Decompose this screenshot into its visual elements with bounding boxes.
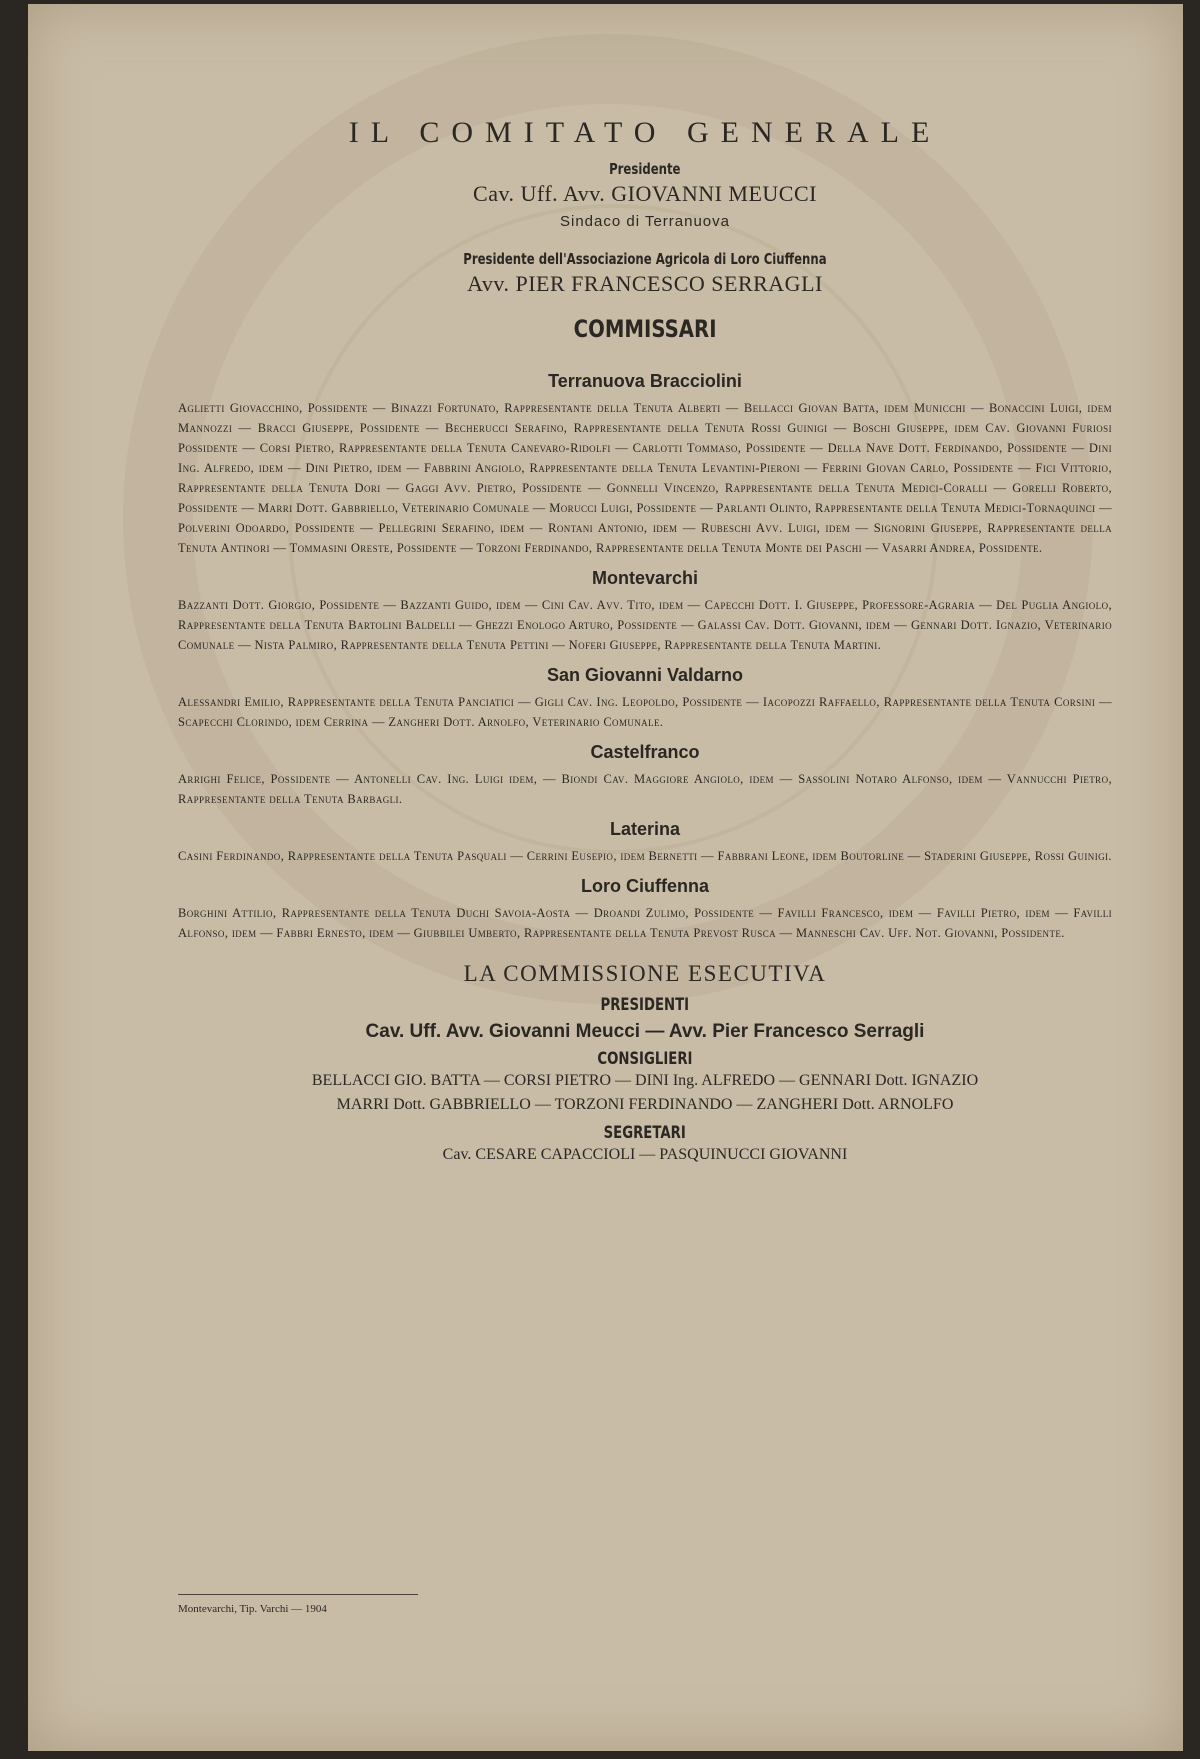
councillors-line-1: BELLACCI GIO. BATTA — CORSI PIETRO — DINI Ing. ALFREDO — GENNARI Dott. IGNAZIO (311, 1072, 979, 1089)
printer-imprint: Montevarchi, Tip. Varchi — 1904 (178, 1603, 327, 1615)
secretaries-names: Cav. CESARE CAPACCIOLI — PASQUINUCCI GIOVANNI (442, 1146, 848, 1163)
councillors-label: CONSIGLIERI (597, 1049, 693, 1069)
secretaries-label: SEGRETARI (603, 1123, 687, 1143)
area-section (178, 876, 1112, 943)
executive-committee-title: LA COMMISSIONE ESECUTIVA (463, 961, 827, 986)
president-role: Sindaco di Terranuova (560, 213, 730, 230)
area-section (178, 371, 1112, 558)
area-section (178, 568, 1112, 655)
councillors-line-2: MARRI Dott. GABBRIELLO — TORZONI FERDINANDO — ZANGHERI Dott. ARNOLFO (336, 1096, 954, 1113)
document-content (178, 116, 1112, 1167)
area-members: Bazzanti Dott. Giorgio, Possidente — Bazzanti Guido, idem — Cini Cav. Avv. Tito, idem — Capecchi Dott. I. Giuseppe, Professore-Agraria — Del Puglia Angiolo, Rappresentante della Tenuta Bartolini Baldelli — Ghezzi Enologo Arturo, Possidente — Galassi Cav. Dott. Giovanni, idem — Gennari Dott. Ignazio, Veterinario Comunale — Nista Palmiro, Rappresentante della Tenuta Pettini — Noferi Giuseppe, Rappresentante della Tenuta Martini. (178, 598, 1112, 652)
document-page (28, 4, 1183, 1751)
area-title: Loro Ciuffenna (581, 876, 709, 896)
presidents-label: PRESIDENTI (600, 995, 690, 1015)
area-title: Montevarchi (591, 568, 699, 588)
president-label: Presidente (609, 160, 681, 178)
area-members: Casini Ferdinando, Rappresentante della Tenuta Pasquali — Cerrini Eusepio, idem Bernetti — Fabbrani Leone, idem Boutorline — Staderini Giuseppe, Rossi Guinigi. (178, 849, 1112, 863)
area-title: Terranuova Bracciolini (548, 371, 742, 391)
area-title: Laterina (609, 819, 681, 839)
area-section (178, 742, 1112, 809)
area-members: Alessandri Emilio, Rappresentante della Tenuta Panciatici — Gigli Cav. Ing. Leopoldo, Possidente — Iacopozzi Raffaello, Rappresentante della Tenuta Corsini — Scapecchi Clorindo, idem Cerrina — Zangheri Dott. Arnolfo, Veterinario Comunale. (178, 695, 1112, 729)
area-section (178, 665, 1112, 732)
association-president-label: Presidente dell'Associazione Agricola di Loro Ciuffenna (463, 250, 827, 268)
commissari-heading: COMMISSARI (573, 315, 717, 343)
presidents-names: Cav. Uff. Avv. Giovanni Meucci — Avv. Pier Francesco Serragli (365, 1021, 925, 1042)
area-members: Borghini Attilio, Rappresentante della Tenuta Duchi Savoia-Aosta — Droandi Zulimo, Possidente — Favilli Francesco, idem — Favilli Pietro, idem — Favilli Alfonso, idem — Fabbri Ernesto, idem — Giubbilei Umberto, Rappresentante della Tenuta Prevost Rusca — Manneschi Cav. Uff. Not. Giovanni, Possidente. (178, 906, 1112, 940)
area-section (178, 819, 1112, 866)
area-title: Castelfranco (590, 742, 700, 762)
footer-divider (178, 1594, 418, 1595)
president-name: Cav. Uff. Avv. GIOVANNI MEUCCI (473, 181, 817, 206)
area-title: San Giovanni Valdarno (546, 665, 744, 685)
area-members: Aglietti Giovacchino, Possidente — Binazzi Fortunato, Rappresentante della Tenuta Alberti — Bellacci Giovan Batta, idem Municchi — Bonaccini Luigi, idem Mannozzi — Bracci Giuseppe, Possidente — Becherucci Serafino, Rappresentante della Tenuta Rossi Guinigi — Boschi Giuseppe, idem Cav. Giovanni Furiosi Possidente — Corsi Pietro, Rappresentante della Tenuta Canevaro-Ridolfi — Carlotti Tommaso, Possidente — Della Nave Dott. Ferdinando, Possidente — Dini Ing. Alfredo, idem — Dini Pietro, idem — Fabbrini Angiolo, Rappresentante della Tenuta Levantini-Pieroni — Ferrini Giovan Carlo, Possidente — Fici Vittorio, Rappresentante della Tenuta Dori — Gaggi Avv. Pietro, Possidente — Gonnelli Vincenzo, Rappresentante della Tenuta Medici-Coralli — Gorelli Roberto, Possidente — Marri Dott. Gabbriello, Veterinario Comunale — Morucci Luigi, Possidente — Parlanti Olinto, Rappresentante della Tenuta Medici-Tornaquinci — Polverini Odoardo, Possidente — Pellegrini Serafino, idem — Rontani Antonio, idem — Rubeschi Avv. Luigi, idem — Signorini Giuseppe, Rappresentante della Tenuta Antinori — Tommasini Oreste, Possidente — Torzoni Ferdinando, Rappresentante della Tenuta Monte dei Paschi — Vasarri Andrea, Possidente. (178, 401, 1112, 555)
main-title: IL COMITATO GENERALE (348, 116, 942, 149)
association-president-name: Avv. PIER FRANCESCO SERRAGLI (467, 271, 823, 296)
area-members: Arrighi Felice, Possidente — Antonelli Cav. Ing. Luigi idem, — Biondi Cav. Maggiore Angiolo, idem — Sassolini Notaro Alfonso, idem — Vannucchi Pietro, Rappresentante della Tenuta Barbagli. (178, 772, 1112, 806)
